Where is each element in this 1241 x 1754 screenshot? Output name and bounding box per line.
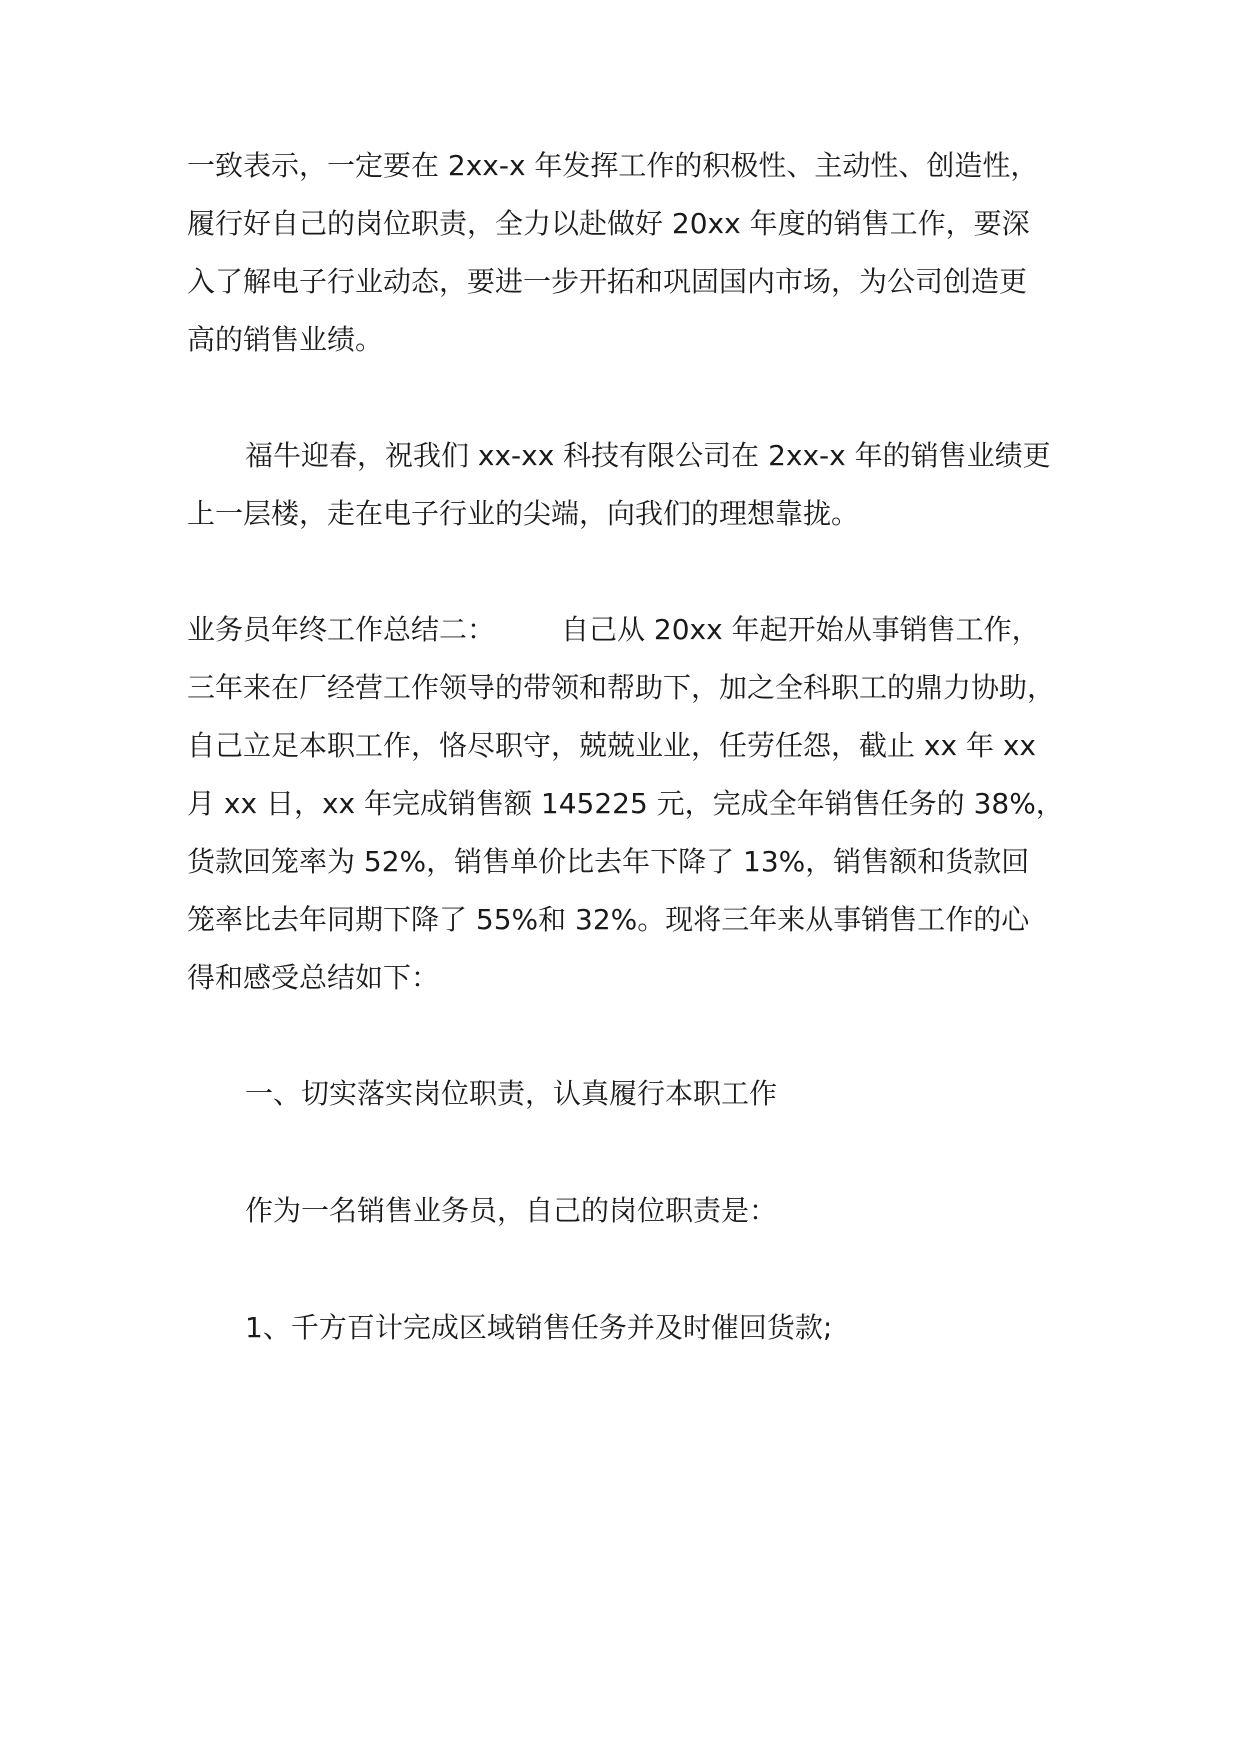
paragraph-first-line bbox=[187, 610, 1040, 650]
paragraph-line: 月 xx 日，xx 年完成销售额 145225 元，完成全年销售任务的 38%， bbox=[187, 787, 1064, 820]
section-heading: 一、切实落实岗位职责，认真履行本职工作 bbox=[245, 1077, 778, 1110]
paragraph-line: 入了解电子行业动态，要进一步开拓和巩固国内市场，为公司创造更 bbox=[187, 265, 1028, 298]
paragraph-line: 上一层楼，走在电子行业的尖端，向我们的理想靠拢。 bbox=[187, 497, 860, 530]
paragraph-line: 福牛迎春，祝我们 xx-xx 科技有限公司在 2xx-x 年的销售业绩更 bbox=[245, 439, 1051, 472]
paragraph-line: 自己立足本职工作，恪尽职守，兢兢业业，任劳任怨，截止 xx 年 xx bbox=[187, 729, 1036, 762]
paragraph-line: 笼率比去年同期下降了 55%和 32%。现将三年来从事销售工作的心 bbox=[187, 903, 1030, 936]
section-intro: 作为一名销售业务员，自己的岗位职责是： bbox=[245, 1194, 778, 1227]
list-item: 1、千方百计完成区域销售任务并及时催回货款; bbox=[245, 1311, 833, 1344]
paragraph-line: 三年来在厂经营工作领导的带领和帮助下，加之全科职工的鼎力协助， bbox=[187, 671, 1056, 704]
paragraph-line: 一致表示，一定要在 2xx-x 年发挥工作的积极性、主动性、创造性， bbox=[187, 149, 1039, 182]
paragraph-line: 履行好自己的岗位职责，全力以赴做好 20xx 年度的销售工作，要深 bbox=[187, 207, 1030, 240]
paragraph-line: 高的销售业绩。 bbox=[187, 323, 384, 356]
paragraph-line-rest: 自己从 20xx 年起开始从事销售工作， bbox=[561, 613, 1040, 646]
paragraph-line: 得和感受总结如下： bbox=[187, 961, 440, 994]
summary-heading: 业务员年终工作总结二： bbox=[187, 613, 496, 646]
paragraph-line: 货款回笼率为 52%，销售单价比去年下降了 13%，销售额和货款回 bbox=[187, 845, 1030, 878]
